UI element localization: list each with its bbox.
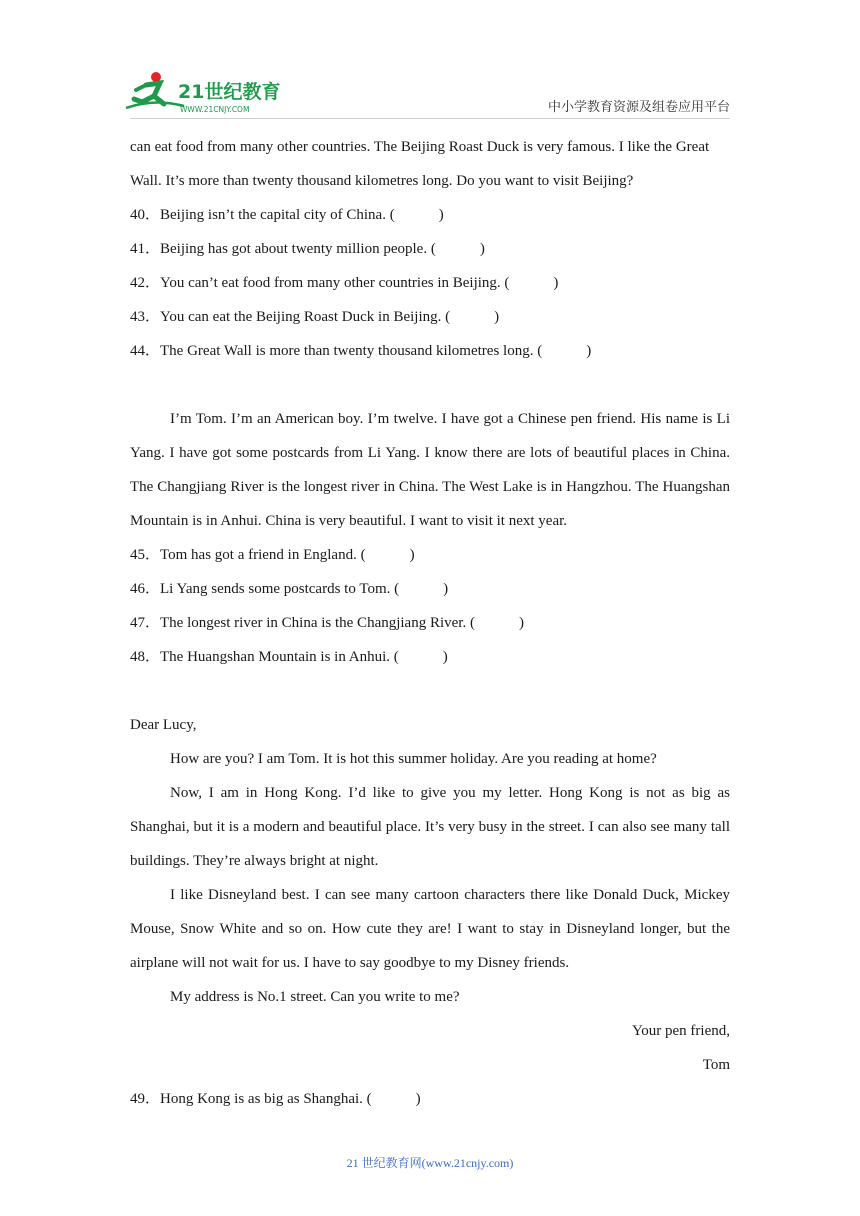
document-body	[130, 130, 730, 1116]
question-41: 41．Beijing has got about twenty million people. ( )	[130, 241, 485, 257]
platform-name: 中小学教育资源及组卷应用平台	[547, 100, 730, 115]
letter-paragraph-3: I like Disneyland best. I can see many cartoon characters there like Donald Duck, Mickey Mouse, Snow White and so on. How cute they are! I want to stay in Disneyland longer, but the airplane will not wait for us. I have to say goodbye to my Disney friends.	[130, 887, 730, 971]
letter-greeting: Dear Lucy,	[130, 717, 197, 733]
letter-paragraph-1: How are you? I am Tom. It is hot this summer holiday. Are you reading at home?	[170, 751, 657, 767]
question-45: 45．Tom has got a friend in England. ( )	[130, 547, 415, 563]
svg-text:21世纪教育: 21世纪教育	[178, 81, 281, 103]
question-48: 48．The Huangshan Mountain is in Anhui. ( )	[130, 649, 448, 665]
passage-line: Wall. It’s more than twenty thousand kilometres long. Do you want to visit Beijing?	[130, 173, 634, 189]
letter-paragraph-4: My address is No.1 street. Can you write to me?	[170, 989, 460, 1005]
question-47: 47．The longest river in China is the Changjiang River. ( )	[130, 615, 524, 631]
letter-signature: Tom	[702, 1057, 730, 1073]
21cnjy-logo	[124, 68, 294, 116]
svg-text:WWW.21CNJY.COM: WWW.21CNJY.COM	[180, 105, 250, 114]
passage-line: can eat food from many other countries. The Beijing Roast Duck is very famous. I like the Great	[130, 139, 710, 155]
question-40: 40．Beijing isn’t the capital city of China. ( )	[130, 207, 444, 223]
page-footer: 21 世纪教育网(www.21cnjy.com)	[346, 1156, 514, 1170]
question-46: 46．Li Yang sends some postcards to Tom. ( )	[130, 581, 449, 597]
passage-2: I’m Tom. I’m an American boy. I’m twelve. I have got a Chinese pen friend. His name is Li Yang. I have got some postcards from Li Yang. I know there are lots of beautiful places in China. The Changjiang River is the longest river in China. The West Lake is in Hangzhou. The Huangshan Mountain is in Anhui. China is very beautiful. I want to visit it next year.	[130, 411, 730, 529]
letter-paragraph-2: Now, I am in Hong Kong. I’d like to give you my letter. Hong Kong is not as big as Shanghai, but it is a modern and beautiful place. It’s very busy in the street. I can also see many tall buildings. They’re always bright at night.	[130, 785, 730, 869]
question-43: 43．You can eat the Beijing Roast Duck in Beijing. ( )	[130, 309, 500, 325]
header-rule	[130, 118, 730, 119]
letter-closing: Your pen friend,	[631, 1023, 730, 1039]
question-44: 44．The Great Wall is more than twenty thousand kilometres long. ( )	[130, 343, 592, 359]
question-49: 49．Hong Kong is as big as Shanghai. ( )	[130, 1091, 421, 1107]
question-42: 42．You can’t eat food from many other countries in Beijing. ( )	[130, 275, 559, 291]
page-header	[0, 0, 860, 124]
